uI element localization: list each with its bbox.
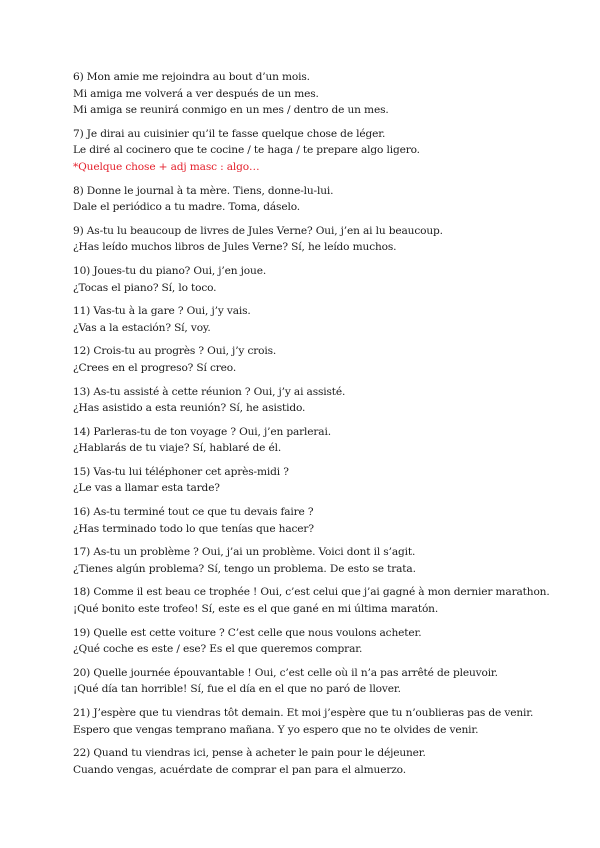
spanish-translation: ¿Has asistido a esta reunión? Sí, he asistido.	[73, 402, 306, 415]
french-sentence: 6) Mon amie me rejoindra au bout d’un mois.	[73, 71, 310, 83]
french-sentence: 15) Vas-tu lui téléphoner cet après-midi ?	[73, 465, 289, 478]
spanish-translation: ¿Qué coche es este / ese? Es el que queremos comprar.	[73, 643, 363, 656]
spanish-translation: ¡Qué día tan horrible! Sí, fue el día en el que no paró de llover.	[73, 683, 401, 696]
spanish-translation: Le diré al cocinero que te cocine / te haga / te prepare algo ligero.	[73, 144, 420, 157]
exercise-15	[73, 464, 543, 497]
exercise-12	[73, 343, 543, 376]
exercise-10	[73, 263, 543, 296]
french-sentence: 21) J’espère que tu viendras tôt demain. Et moi j’espère que tu n’oublieras pas de venir.	[73, 707, 534, 719]
spanish-translation: Cuando vengas, acuérdate de comprar el pan para el almuerzo.	[73, 763, 406, 776]
french-sentence: 11) Vas-tu à la gare ? Oui, j’y vais.	[73, 305, 251, 318]
spanish-translation: ¿Crees en el progreso? Sí creo.	[73, 361, 237, 374]
french-sentence: 18) Comme il est beau ce trophée ! Oui, c’est celui que j’ai gagné à mon dernier marathon.	[73, 586, 550, 599]
exercise-9	[73, 223, 543, 256]
spanish-translation: ¿Has terminado todo lo que tenías que hacer?	[73, 522, 314, 535]
french-sentence: 10) Joues-tu du piano? Oui, j’en joue.	[73, 264, 267, 277]
exercise-21	[73, 705, 543, 738]
french-sentence: 19) Quelle est cette voiture ? C’est celle que nous voulons acheter.	[73, 626, 422, 639]
exercise-list	[73, 69, 550, 785]
spanish-translation: Mi amiga me volverá a ver después de un mes.	[73, 87, 319, 100]
french-sentence: 16) As-tu terminé tout ce que tu devais faire ?	[73, 506, 314, 519]
exercise-8	[73, 183, 543, 216]
spanish-translation: ¿Vas a la estación? Sí, voy.	[73, 321, 211, 334]
grammar-note: *Quelque chose + adj masc : algo…	[73, 160, 260, 173]
french-sentence: 9) As-tu lu beaucoup de livres de Jules Verne? Oui, j’en ai lu beaucoup.	[73, 224, 443, 237]
exercise-22	[73, 745, 543, 778]
spanish-translation: ¿Hablarás de tu viaje? Sí, hablaré de él.	[73, 442, 282, 455]
spanish-translation-alt: Mi amiga se reunirá conmigo en un mes / dentro de un mes.	[73, 104, 389, 117]
exercise-20	[73, 665, 543, 698]
french-sentence: 22) Quand tu viendras ici, pense à acheter le pain pour le déjeuner.	[73, 747, 426, 760]
exercise-18	[73, 584, 550, 617]
spanish-translation: ¿Tienes algún problema? Sí, tengo un problema. De esto se trata.	[73, 562, 416, 575]
french-sentence: 17) As-tu un problème ? Oui, j’ai un problème. Voici dont il s’agit.	[73, 546, 416, 559]
exercise-14	[73, 424, 543, 457]
spanish-translation: ¿Le vas a llamar esta tarde?	[73, 482, 220, 495]
french-sentence: 20) Quelle journée épouvantable ! Oui, c’est celle où il n’a pas arrêté de pleuvoir.	[73, 666, 498, 679]
spanish-translation: ¡Qué bonito este trofeo! Sí, este es el que gané en mi última maratón.	[73, 603, 439, 616]
exercise-13	[73, 384, 543, 417]
spanish-translation: Espero que vengas temprano mañana. Y yo espero que no te olvides de venir.	[73, 723, 479, 736]
exercise-7	[73, 126, 543, 176]
spanish-translation: ¿Tocas el piano? Sí, lo toco.	[73, 281, 217, 294]
french-sentence: 13) As-tu assisté à cette réunion ? Oui, j’y ai assisté.	[73, 385, 346, 398]
exercise-11	[73, 303, 543, 336]
exercise-17	[73, 544, 543, 577]
exercise-19	[73, 625, 543, 658]
french-sentence: 8) Donne le journal à ta mère. Tiens, donne-lu-lui.	[73, 184, 334, 197]
exercise-6	[73, 69, 543, 119]
spanish-translation: Dale el periódico a tu madre. Toma, dáselo.	[73, 201, 300, 214]
french-sentence: 12) Crois-tu au progrès ? Oui, j’y crois.	[73, 345, 277, 358]
french-sentence: 14) Parleras-tu de ton voyage ? Oui, j’en parlerai.	[73, 425, 331, 438]
spanish-translation: ¿Has leído muchos libros de Jules Verne? Sí, he leído muchos.	[73, 241, 397, 254]
exercise-16	[73, 504, 543, 537]
french-sentence: 7) Je dirai au cuisinier qu’il te fasse quelque chose de léger.	[73, 127, 386, 140]
